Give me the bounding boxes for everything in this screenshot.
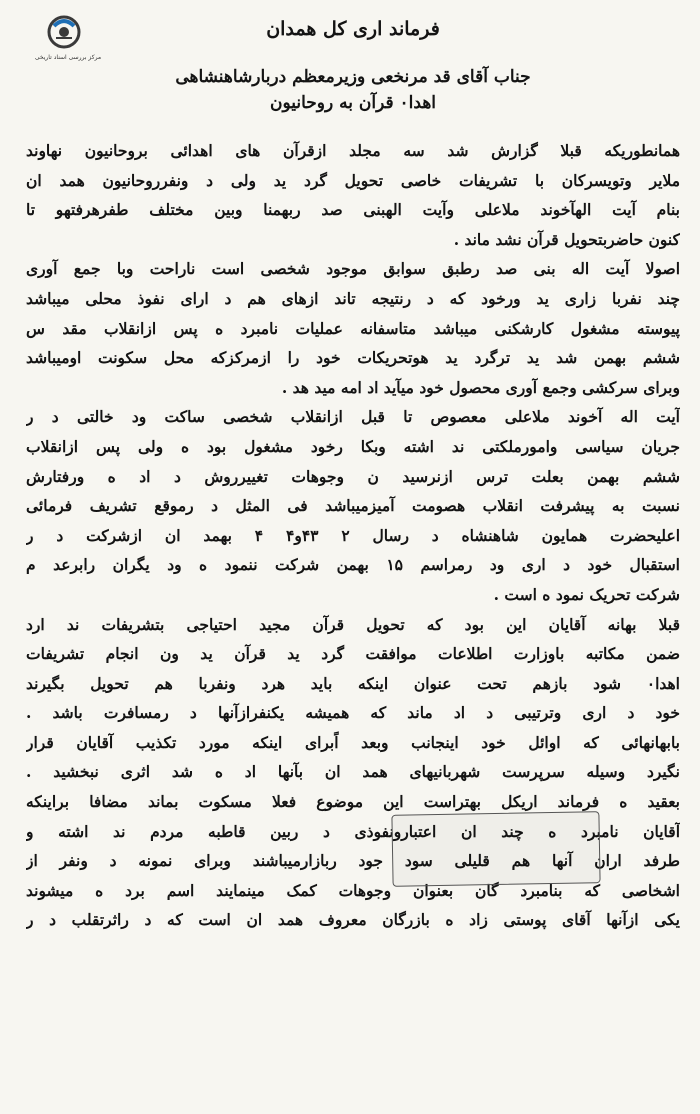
body-line: پیوسته مشغول کارشکنی میباشد متاسفانه عملیات نامبرد ه پس ازانقلاب مقد س [26,318,680,338]
body-line: بنام آیت الهآخوند ملاعلی وآیت الهبنی صد ربهمنا وبین مختلف طفرهرفتهو تا [26,200,680,220]
body-line: بابهانهائی که اوائل خود اینجانب وبعد اًبرای اینکه مورد تکذیب آقایان قرار [26,732,680,752]
body-line: قبلا بهانه آقایان این بود که تحویل قرآن مجید احتیاجی بتشریفات ند ارد [26,614,680,634]
body-line: نسبت به پیشرفت انقلاب هصومت آمیزمیباشد فی المثل د رموقع تشریف فرمائی [26,496,680,516]
body-line: اهدا٠ شود بازهم تحت عنوان اینکه باید هرد ونفربا هم تحویل بگیرند [26,673,680,693]
body-line: خود د اری وترتیبی د اد ماند که همیشه یکنفرازآنها د رمسافرت باشد . [26,703,680,723]
addressee-block [26,64,680,116]
body-line: ملایر وتویسرکان با تشریفات خاصی تحویل گرد ید ولی د ونفرروحانیون همد ان [26,170,680,190]
body-line: چند نفربا زاری ید ورخود که د رنتیجه تاند ازهای هم د ارای نفوذ محلی میباشد [26,288,680,308]
body-line: همانطوریکه قبلا گزارش شد سه مجلد ازقرآن های اهدائی بروحانیون نهاوند [26,141,680,160]
letter-title: فرماند اری کل همدان [266,18,440,40]
body-line: اعلیحضرت همایون شاهنشاه د رسال ۲ ۴۳و۴ ۴ بهمد ان ازشرکت د ر [26,525,680,545]
letter [26,18,680,935]
body-line: اشخاصی که بنامبرد گان بعنوان وجوهات کمک مینمایند اسم برد ه میشوند [26,880,680,900]
logo-caption: مرکز بررسی اسناد تاریخی [34,54,102,61]
body-line: اصولا آیت اله بنی صد رطبق سوابق موجود شخصی است ناراحت وبا جمع آوری [26,259,680,279]
body-line: ششم بهمن بعلت ترس ازنرسید ن وجوهات تغییرروش د اد ه ورفتارش [26,466,680,486]
subject: اهدا٠ قرآن به روحانیون [269,93,437,113]
body-line: نگیرد وسیله سرپرست شهربانیهای همد ان بآنها اد ه شد اثری نبخشید . [26,762,680,782]
body-line: ضمن مکاتبه باوزارت اطلاعات موافقت گرد ید قرآن ید ون انجام تشریفات [26,644,680,664]
addressee: جناب آقای قد مرنخعی وزیرمعظم دربارشاهنشاهی [175,67,531,87]
body-line: وبرای سرکشی وجمع آوری محصول خود میآید اد امه مید هد . [281,377,680,397]
body-line: استقبال خود د اری ود رمراسم ۱۵ بهمن شرکت ننمود ه ود یگران رابرعد م [26,555,680,575]
body-line: یکی ازآنها آقای پوستی زاد ه بازرگان معروف همد ان است که د راثرتقلب د ر [26,910,680,930]
body-line: طرفد اران آنها هم قلیلی سود جود ربازارمیباشند وبرای نمونه د ونفر از [26,851,680,871]
body-line: کنون حاضربتحویل قرآن نشد ماند . [453,229,680,249]
body-line: شرکت تحریک نمود ه است . [493,584,680,604]
body-line: بعقید ه فرماند اریکل بهتراست این موضوع فعلا مسکوت بماند مضافا براینکه [26,792,680,812]
body-line: ششم بهمن شد ید ترگرد ید هوتحریکات خود را ازمرکزکه محل سکونت اومیباشد [26,348,680,368]
body-line: آقایان نامبرد ه چند ان اعتبارونفوذی د ربین قاطبه مردم ند اشته و [26,821,680,841]
body-line: آیت اله آخوند ملاعلی معصوص تا قبل ازانقلاب شخصی ساکت ود خالتی د ر [26,407,680,427]
stamp-mark [391,811,600,887]
body-line: جریان سیاسی وامورملکتی ند اشته وبکا رخود مشغول بود ه ولی پس ازانقلاب [26,436,680,456]
